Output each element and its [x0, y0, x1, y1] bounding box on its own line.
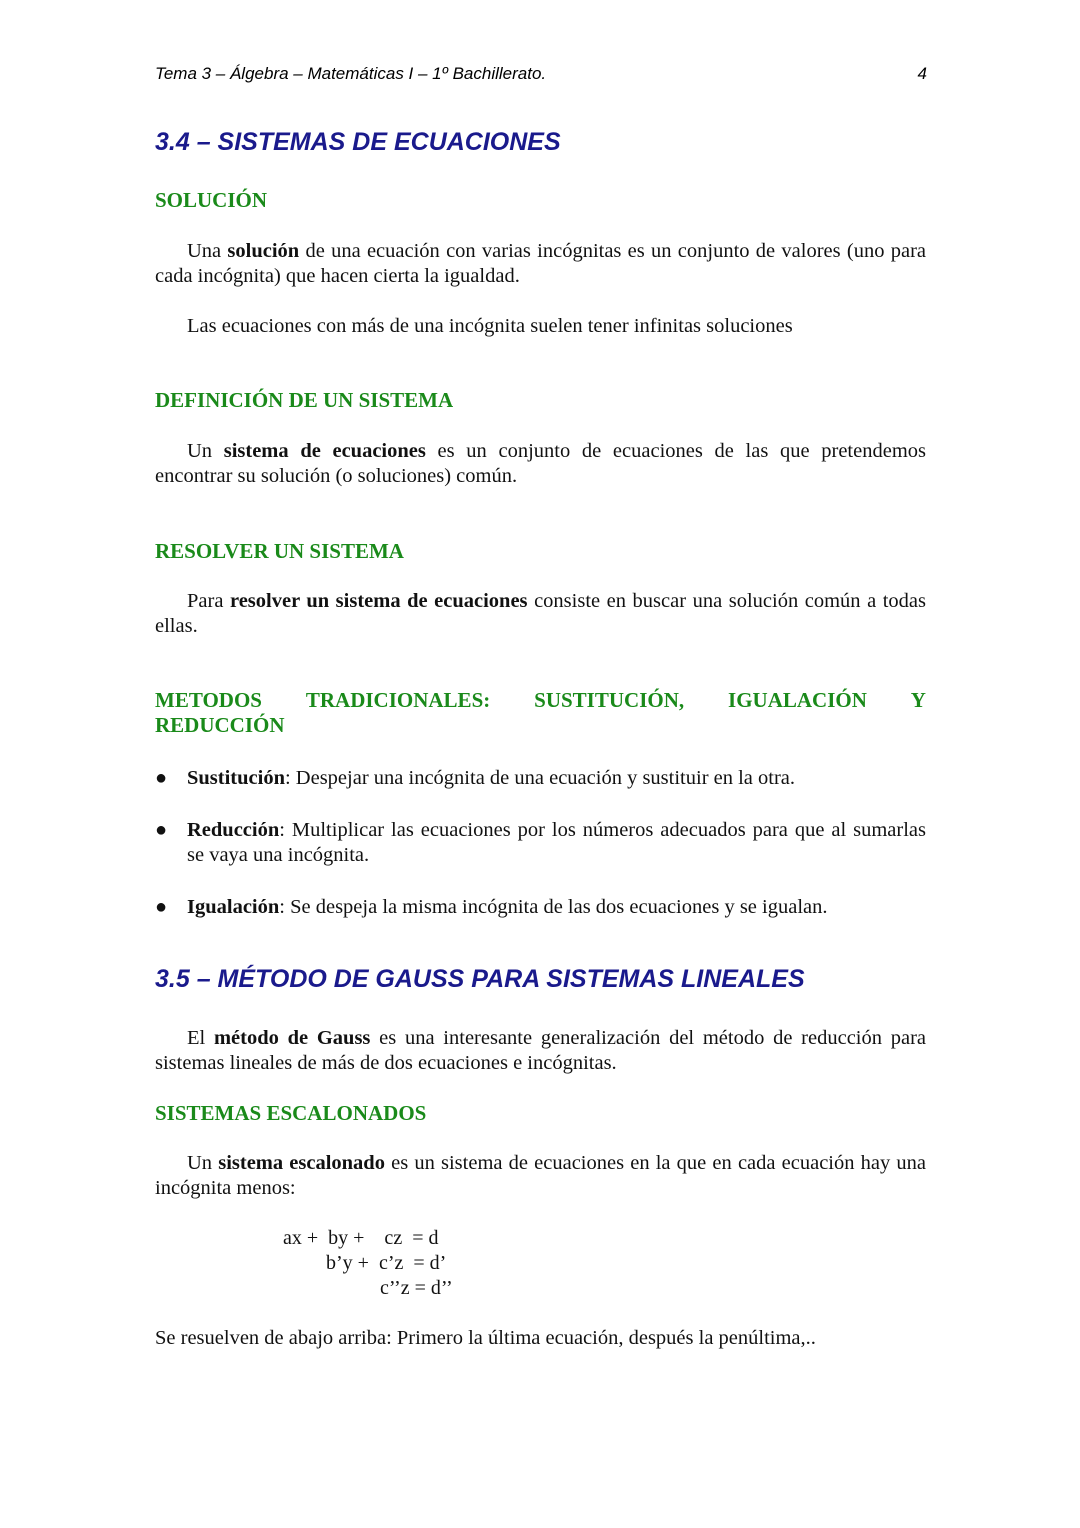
bullet-icon: ● [155, 819, 168, 841]
list-item: ● Igualación: Se despeja la misma incógnita de las dos ecuaciones y se igualan. [155, 896, 828, 918]
paragraph-definicion: Un sistema de ecuaciones es un conjunto de ecuaciones de las que pretendemos encontrar su solución (o soluciones) común. [155, 440, 927, 487]
heading-metodos-word: TRADICIONALES: [305, 688, 491, 712]
list-item: ● Sustitución: Despejar una incógnita de una ecuación y sustituir en la otra. [155, 767, 796, 789]
section-title-3-5: 3.5 – MÉTODO DE GAUSS PARA SISTEMAS LINEALES [155, 965, 805, 993]
paragraph-closing: Se resuelven de abajo arriba: Primero la última ecuación, después la penúltima,.. [155, 1327, 816, 1349]
paragraph-resolver: Para resolver un sistema de ecuaciones consiste en buscar una solución común a todas ellas. [155, 590, 926, 637]
header-title: Tema 3 – Álgebra – Matemáticas I – 1º Bachillerato. [155, 64, 547, 83]
running-header [155, 64, 927, 88]
section-title-3-4: 3.4 – SISTEMAS DE ECUACIONES [155, 128, 561, 156]
heading-metodos-word: METODOS [155, 688, 262, 712]
page-number: 4 [917, 64, 927, 83]
paragraph-gauss: El método de Gauss es una interesante generalización del método de reducción para sistemas lineales de más de dos ecuaciones e incógnitas. [155, 1027, 926, 1074]
bullet-icon: ● [155, 767, 168, 789]
heading-escalonados: SISTEMAS ESCALONADOS [155, 1101, 427, 1125]
bullet-icon: ● [155, 896, 168, 918]
heading-metodos-word: IGUALACIÓN [728, 688, 867, 712]
list-item: ● Reducción: Multiplicar las ecuaciones por los números adecuados para que al sumarlas se vaya una incógnita. [155, 819, 926, 866]
heading-solucion: SOLUCIÓN [155, 188, 268, 212]
paragraph-escalonado: Un sistema escalonado es un sistema de ecuaciones en la que en cada ecuación hay una incógnita menos: [155, 1152, 926, 1199]
heading-metodos-word: Y [910, 688, 926, 712]
heading-metodos-line2: REDUCCIÓN [155, 713, 285, 737]
paragraph-infinitas: Las ecuaciones con más de una incógnita suelen tener infinitas soluciones [187, 315, 793, 337]
paragraph-solucion: Una solución de una ecuación con varias incógnitas es un conjunto de valores (uno para cada incógnita) que hacen cierta la igualdad. [155, 240, 926, 287]
equation-line-2: b’y + c’z = d’ [326, 1252, 447, 1274]
heading-definicion: DEFINICIÓN DE UN SISTEMA [155, 388, 454, 412]
heading-metodos [155, 688, 926, 738]
equation-line-3: c’’z = d’’ [380, 1277, 453, 1299]
equation-line-1: ax + by + cz = d [283, 1227, 439, 1249]
heading-metodos-word: SUSTITUCIÓN, [534, 688, 685, 712]
heading-resolver: RESOLVER UN SISTEMA [155, 539, 404, 563]
